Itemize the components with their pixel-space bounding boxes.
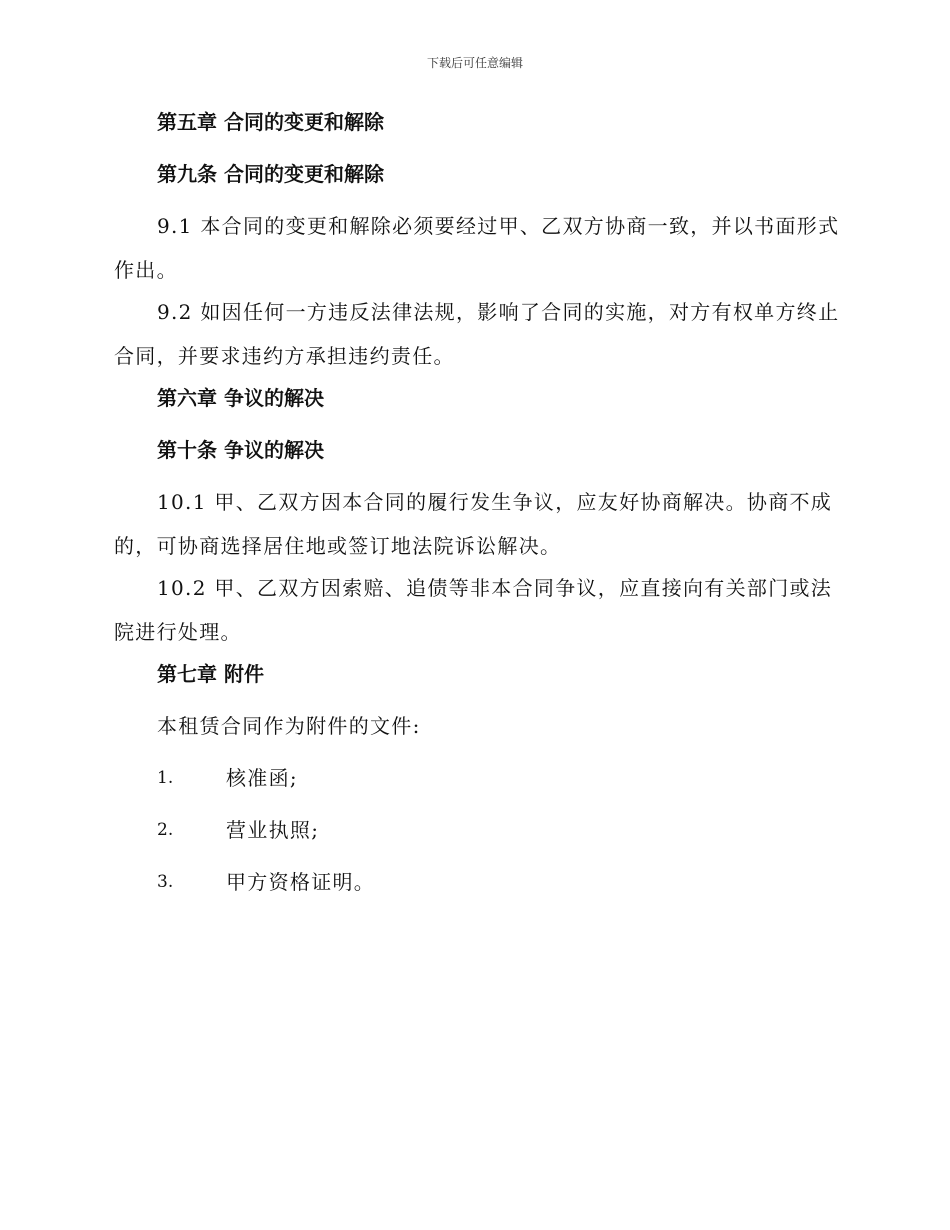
attachment-number: 2. bbox=[157, 820, 174, 840]
clause-10-2: 10.2 甲、乙双方因索赔、追债等非本合同争议，应直接向有关部门或法院进行处理。 bbox=[114, 576, 833, 644]
attachment-item bbox=[114, 764, 840, 792]
attachment-text: 甲方资格证明。 bbox=[226, 870, 376, 894]
clause-10-1: 10.1 甲、乙双方因本合同的履行发生争议，应友好协商解决。协商不成的，可协商选择居住地或签订地法院诉讼解决。 bbox=[114, 490, 833, 558]
attachment-item bbox=[114, 816, 840, 844]
clause-9-1: 9.1 本合同的变更和解除必须要经过甲、乙双方协商一致，并以书面形式作出。 bbox=[114, 214, 840, 282]
chapter-5-title: 第五章 合同的变更和解除 bbox=[157, 110, 384, 134]
attachments-intro: 本租赁合同作为附件的文件: bbox=[157, 714, 421, 738]
clause-9-2: 9.2 如因任何一方违反法律法规，影响了合同的实施，对方有权单方终止合同，并要求违约方承担违约责任。 bbox=[114, 300, 840, 368]
attachment-number: 1. bbox=[157, 768, 174, 788]
attachment-number: 3. bbox=[157, 872, 174, 892]
article-9-title: 第九条 合同的变更和解除 bbox=[157, 162, 384, 186]
attachment-text: 营业执照; bbox=[226, 818, 320, 842]
article-10-title: 第十条 争议的解决 bbox=[157, 438, 324, 462]
page-header: 下载后可任意编辑 bbox=[426, 56, 523, 70]
chapter-6-title: 第六章 争议的解决 bbox=[157, 386, 324, 410]
attachment-text: 核准函; bbox=[226, 766, 298, 790]
document-body bbox=[114, 108, 840, 920]
attachment-item bbox=[114, 868, 840, 896]
chapter-7-title: 第七章 附件 bbox=[157, 662, 264, 686]
